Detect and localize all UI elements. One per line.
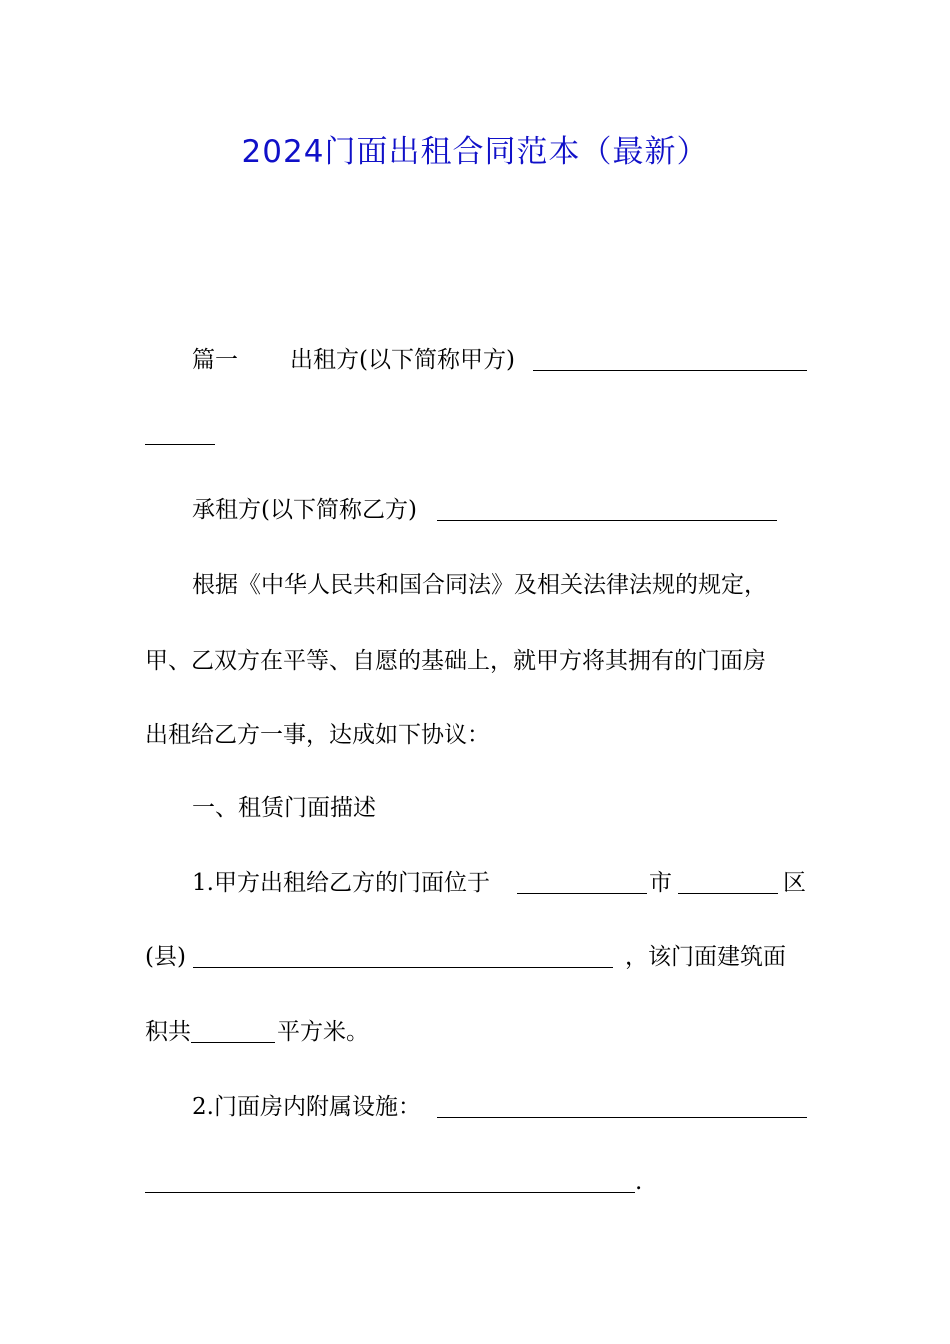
line-lessor-continued — [145, 414, 807, 454]
area-blank — [191, 1042, 275, 1043]
city-blank — [517, 893, 647, 894]
section-label: 篇一 — [192, 347, 238, 373]
paragraph-intro-line-1: 根据《中华人民共和国合同法》及相关法律法规的规定， — [192, 572, 767, 598]
lessee-label: 承租方(以下简称乙方) — [192, 497, 417, 523]
section-heading-1: 一、租赁门面描述 — [192, 795, 376, 821]
lessor-blank-continued — [145, 444, 215, 445]
paragraph-intro-line-3: 出租给乙方一事，达成如下协议： — [145, 722, 490, 748]
lessor-blank — [533, 370, 807, 371]
lessee-blank — [437, 520, 777, 521]
line-lessee — [145, 490, 807, 530]
lessor-label: 出租方(以下简称甲方) — [290, 347, 515, 373]
clause-2-line-1: 2.门面房内附属设施： — [145, 1087, 807, 1127]
document-title: 2024门面出租合同范本（最新） — [241, 134, 709, 170]
facilities-blank-continued — [145, 1192, 635, 1193]
line-lessor — [145, 340, 807, 380]
clause-2-line-2: . — [145, 1162, 807, 1202]
facilities-blank — [437, 1117, 807, 1118]
clause-1-line-2: (县) ，该门面建筑面 — [145, 944, 786, 970]
clause-1-line-3: 积共 平方米。 — [145, 1019, 369, 1045]
paragraph-intro-line-2: 甲、乙双方在平等、自愿的基础上，就甲方将其拥有的门面房 — [145, 648, 766, 674]
address-blank — [193, 967, 613, 968]
district-blank — [678, 893, 778, 894]
clause-1-line-1: 1.甲方出租给乙方的门面位于 市 区 — [192, 870, 806, 896]
